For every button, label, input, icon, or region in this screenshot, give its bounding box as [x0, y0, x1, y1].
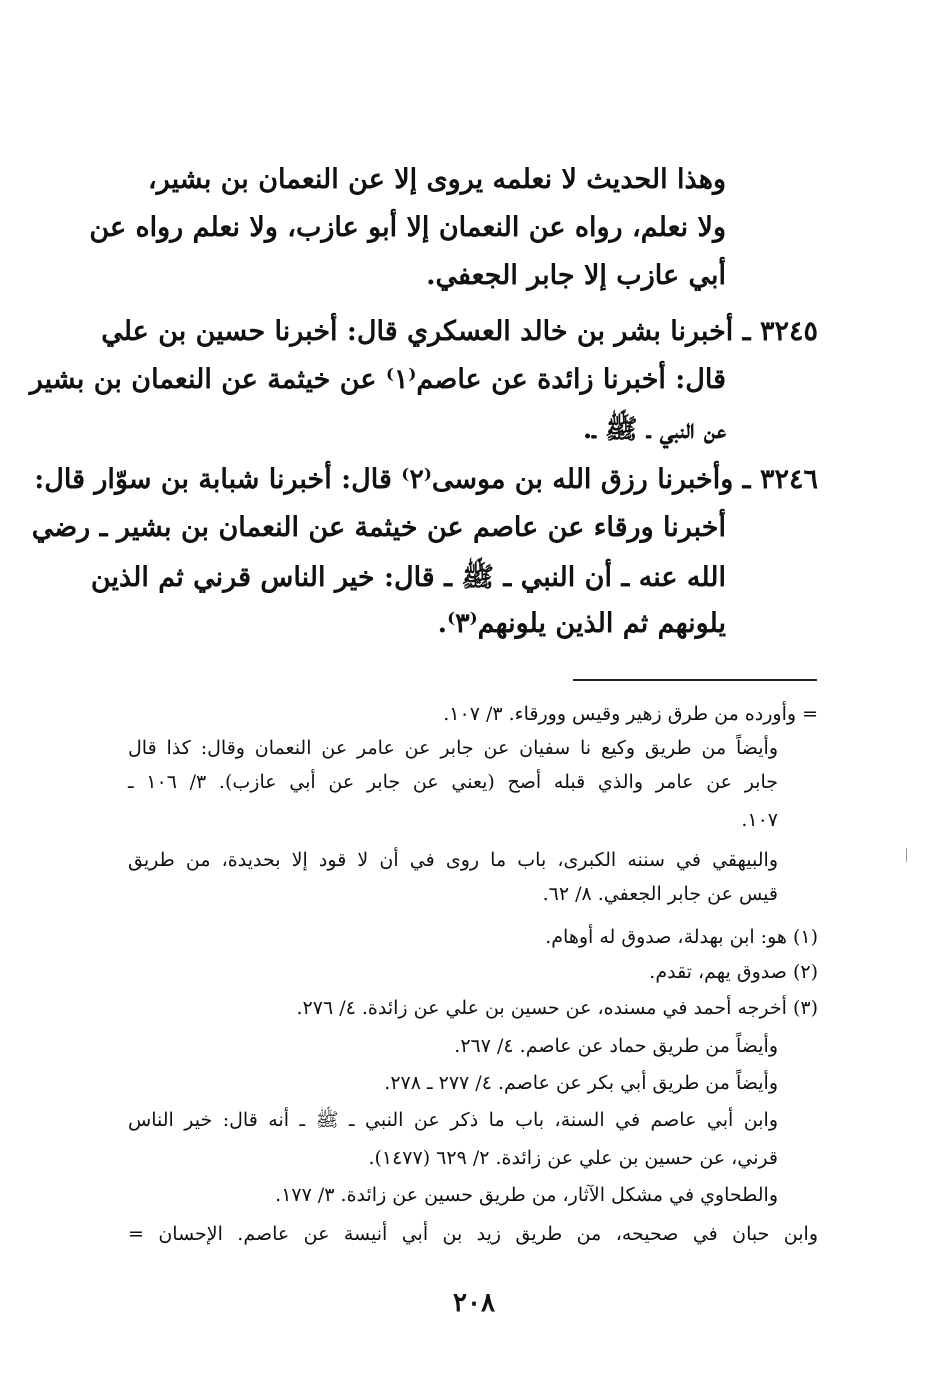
footnote-2: (٢) صدوق يهم، تقدم. — [649, 961, 818, 983]
footnote-3-line: وابن حبان في صحيحه، من طريق زيد بن أبي أنيسة عن عاصم. الإحسان = — [128, 1223, 818, 1245]
hadith-line: الله عنه ـ أن النبي ـ ﷺ ـ قال: خير الناس قرني ثم الذين — [90, 562, 726, 593]
footnote-line: جابر عن عامر والذي قبله أصح (يعني عن جابر عن أبي عازب). ٣/ ١٠٦ ـ — [128, 771, 779, 793]
hadith-line: عن النبي ـ ﷺ ـ. — [582, 414, 726, 445]
footnote-line: قيس عن جابر الجعفي. ٨/ ٦٢. — [542, 883, 778, 905]
scan-mark — [906, 848, 907, 862]
footnote-separator — [573, 679, 817, 681]
hadith-line: يلونهم ثم الذين يلونهم⁽٣⁾. — [437, 608, 726, 639]
main-text-line: وهذا الحديث لا نعلمه يروى إلا عن النعمان بن بشير، — [147, 164, 726, 195]
footnote-3-line: والطحاوي في مشكل الآثار، من طريق حسين عن زائدة. ٣/ ١٧٧. — [275, 1184, 778, 1206]
main-text-line: ولا نعلم، رواه عن النعمان إلا أبو عازب، ولا نعلم رواه عن — [89, 212, 726, 243]
footnote-3-line: قرني، عن حسين بن علي عن زائدة. ٢/ ٦٢٩ (١٤٧٧). — [368, 1147, 778, 1169]
footnote-1: (١) هو: ابن بهدلة، صدوق له أوهام. — [545, 926, 818, 948]
footnote-3-line: (٣) أخرجه أحمد في مسنده، عن حسين بن علي عن زائدة. ٤/ ٢٧٦. — [296, 997, 818, 1019]
footnote-3-line: وابن أبي عاصم في السنة، باب ما ذكر عن النبي ـ ﷺ ـ أنه قال: خير الناس — [128, 1109, 778, 1131]
footnote-line: والبيهقي في سننه الكبرى، باب ما روى في أن لا قود إلا بحديدة، من طريق — [128, 849, 778, 871]
footnote-line: ١٠٧. — [741, 809, 778, 831]
hadith-line: ٣٢٤٦ ـ وأخبرنا رزق الله بن موسى⁽٢⁾ قال: أخبرنا شبابة بن سوّار قال: — [34, 464, 818, 495]
hadith-line: ٣٢٤٥ ـ أخبرنا بشر بن خالد العسكري قال: أخبرنا حسين بن علي — [101, 316, 818, 347]
page-number: ٢٠٨ — [453, 1288, 495, 1318]
footnote-line: وأيضاً من طريق وكيع نا سفيان عن جابر عن عامر عن النعمان وقال: كذا قال — [128, 737, 778, 759]
main-text-line: أبي عازب إلا جابر الجعفي. — [426, 260, 726, 291]
hadith-line: أخبرنا ورقاء عن عاصم عن خيثمة عن النعمان بن بشير ـ رضي — [31, 512, 726, 543]
footnote-3-line: وأيضاً من طريق حماد عن عاصم. ٤/ ٢٦٧. — [454, 1035, 778, 1057]
footnote-3-line: وأيضاً من طريق أبي بكر عن عاصم. ٤/ ٢٧٧ ـ ٢٧٨. — [384, 1072, 778, 1094]
hadith-line: قال: أخبرنا زائدة عن عاصم⁽١⁾ عن خيثمة عن النعمان بن بشير — [29, 364, 726, 395]
footnote-line: = وأورده من طرق زهير وقيس وورقاء. ٣/ ١٠٧. — [443, 703, 818, 725]
